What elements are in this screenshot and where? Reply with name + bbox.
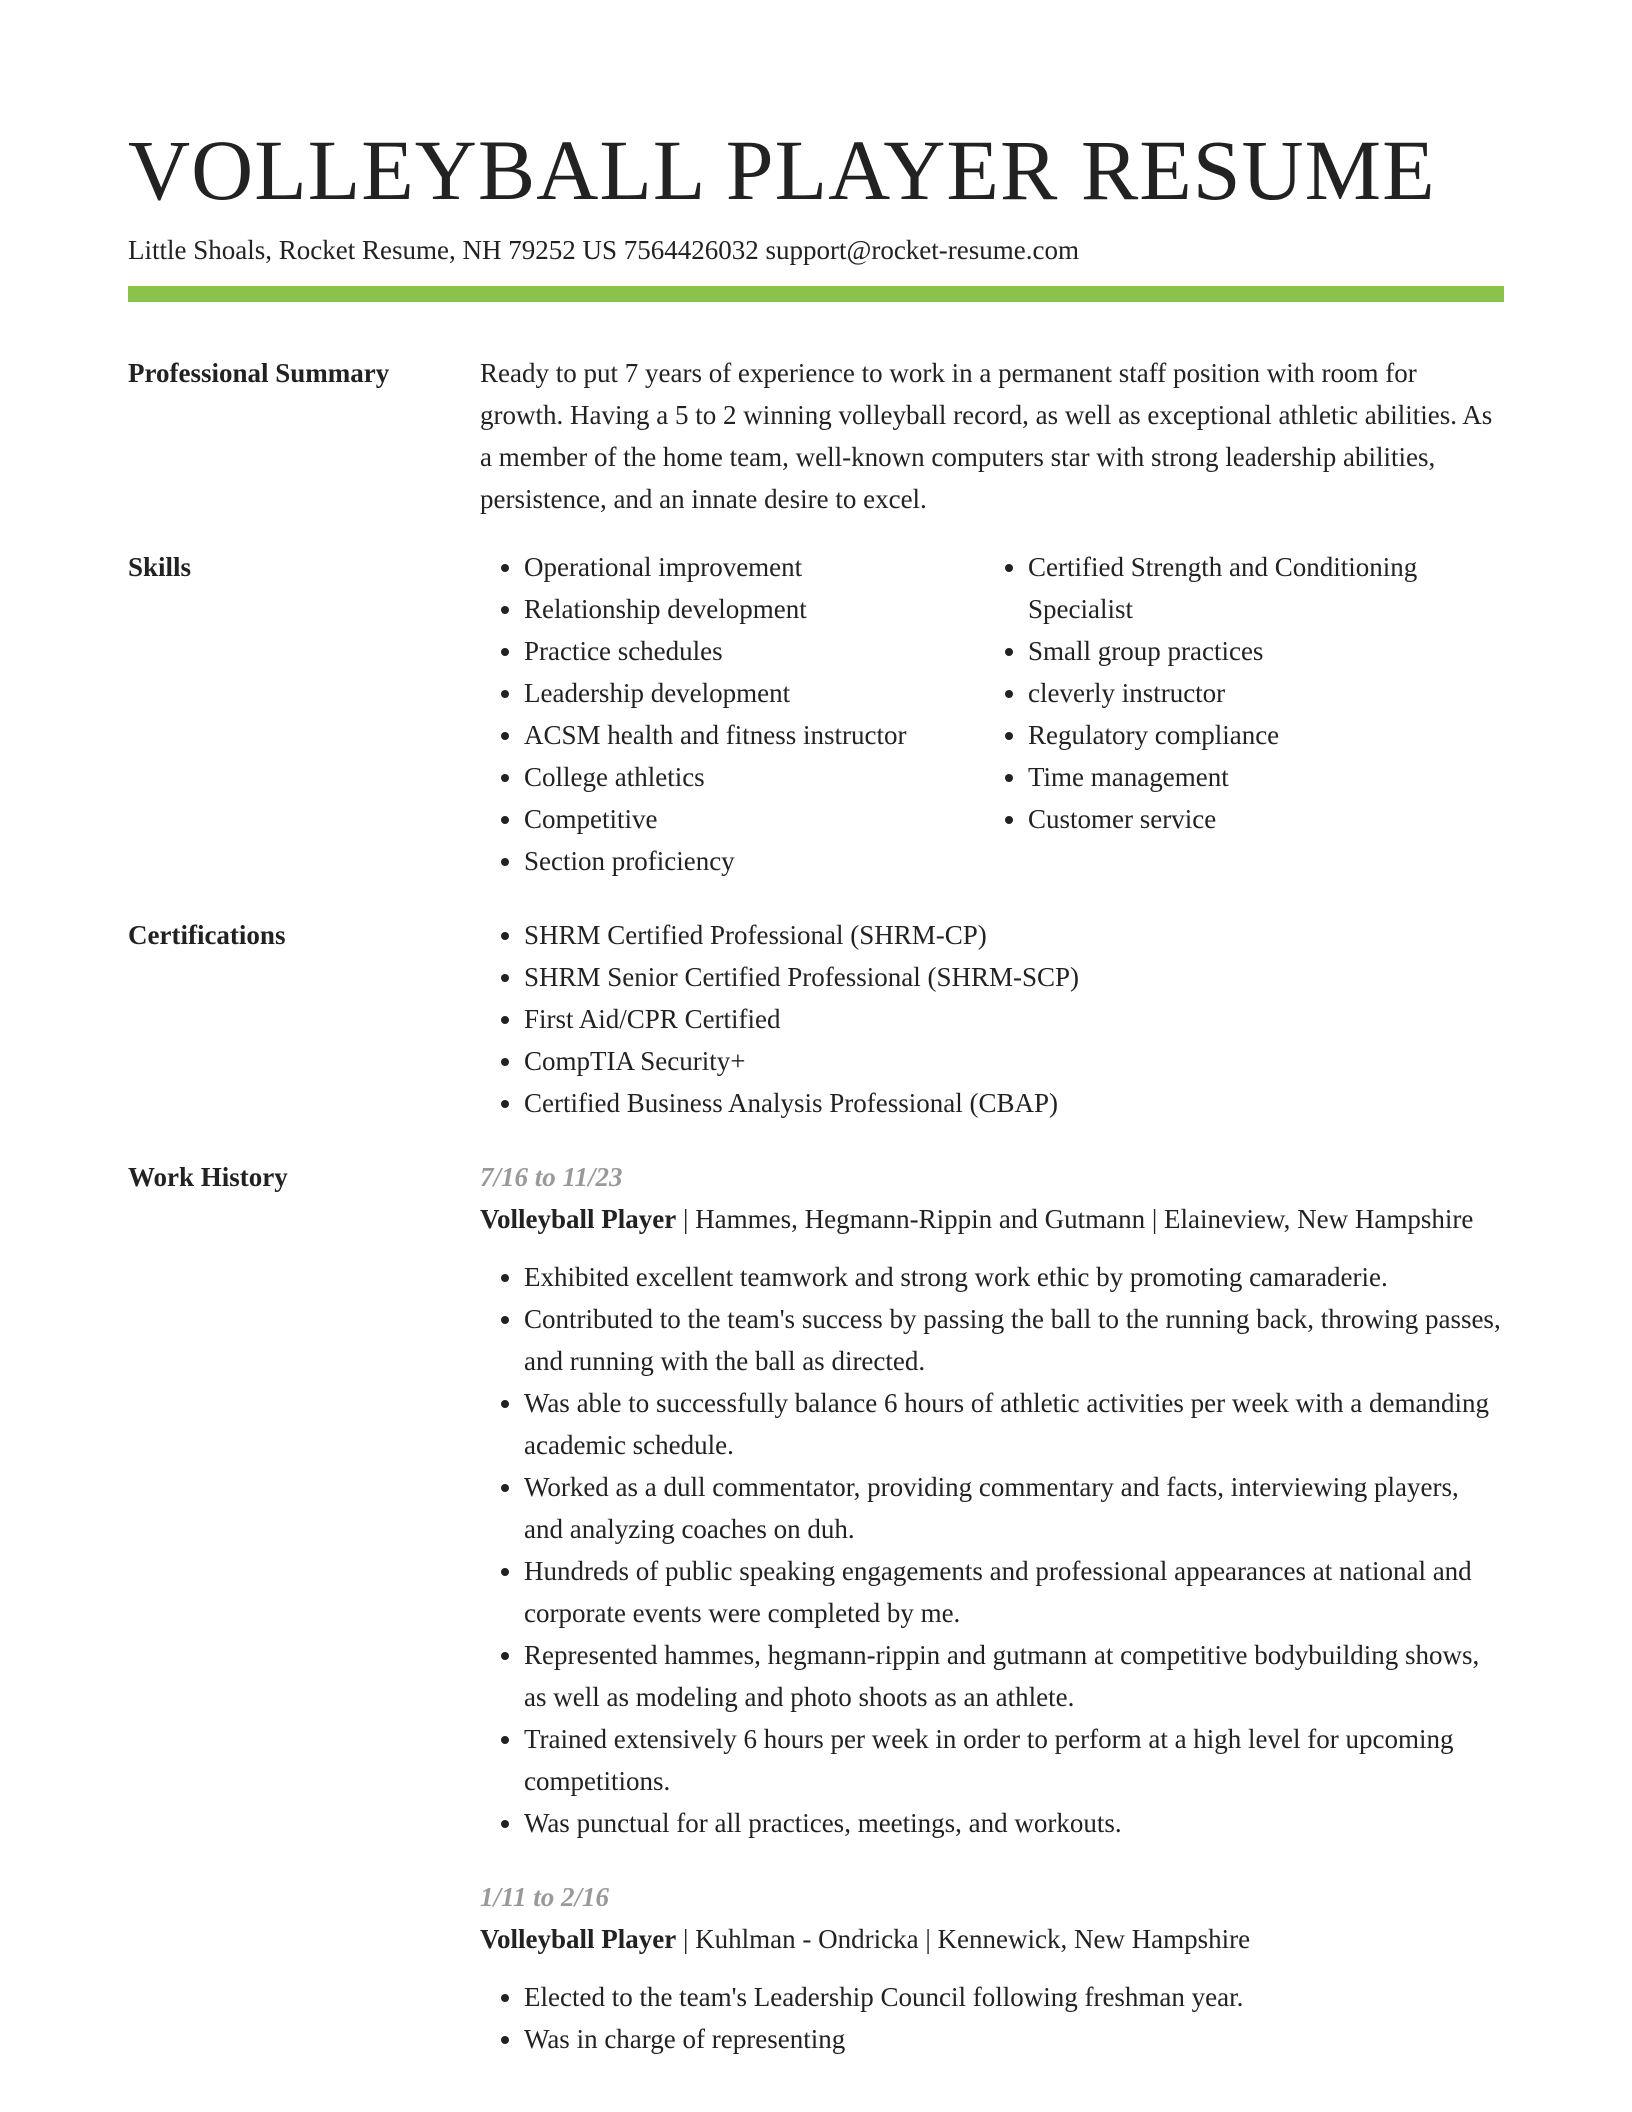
- skill-item: • Customer service: [1028, 798, 1504, 840]
- skill-item: • Relationship development: [524, 588, 984, 630]
- summary-heading: Professional Summary: [128, 358, 390, 388]
- certification-item: • SHRM Certified Professional (SHRM-CP): [524, 914, 1504, 956]
- skills-heading: Skills: [128, 552, 192, 582]
- job-bullet: • Was able to successfully balance 6 hours of athletic activities per week with a demanding academic schedule.: [524, 1382, 1504, 1466]
- skills-section: [128, 546, 1504, 882]
- certifications-list: [480, 914, 1504, 1124]
- work-history-heading: Work History: [128, 1162, 288, 1192]
- certification-item: • First Aid/CPR Certified: [524, 998, 1504, 1040]
- skill-item: • College athletics: [524, 756, 984, 798]
- job-heading: [480, 1198, 1504, 1240]
- accent-divider: [128, 286, 1504, 302]
- resume-title: VOLLEYBALL PLAYER RESUME: [128, 122, 1436, 218]
- job-entry: [480, 1156, 1504, 1844]
- job-entry: [480, 1876, 1504, 2060]
- summary-section: [128, 352, 1504, 520]
- resume-page: [128, 0, 1504, 2060]
- job-details: | Hammes, Hegmann-Rippin and Gutmann | Elaineview, New Hampshire: [676, 1204, 1474, 1234]
- job-details: | Kuhlman - Ondricka | Kennewick, New Hampshire: [676, 1924, 1251, 1954]
- skill-item: • Certified Strength and Conditioning Specialist: [1028, 546, 1504, 630]
- certifications-heading: Certifications: [128, 920, 286, 950]
- skill-item: • Practice schedules: [524, 630, 984, 672]
- skill-item: • Section proficiency: [524, 840, 984, 882]
- job-title: Volleyball Player: [480, 1204, 677, 1234]
- job-bullet: • Represented hammes, hegmann-rippin and gutmann at competitive bodybuilding shows, as well as modeling and photo shoots as an athlete.: [524, 1634, 1504, 1718]
- skill-item: • Competitive: [524, 798, 984, 840]
- skill-item: • Leadership development: [524, 672, 984, 714]
- certification-item: • CompTIA Security+: [524, 1040, 1504, 1082]
- job-heading: [480, 1918, 1504, 1960]
- skill-item: • Small group practices: [1028, 630, 1504, 672]
- job-bullet: • Hundreds of public speaking engagements and professional appearances at national and corporate events were completed by me.: [524, 1550, 1504, 1634]
- certification-item: • SHRM Senior Certified Professional (SHRM-SCP): [524, 956, 1504, 998]
- skill-item: • cleverly instructor: [1028, 672, 1504, 714]
- certification-item: • Certified Business Analysis Professional (CBAP): [524, 1082, 1504, 1124]
- job-title: Volleyball Player: [480, 1924, 677, 1954]
- job-bullet: • Was in charge of representing: [524, 2018, 1504, 2060]
- skill-item: • ACSM health and fitness instructor: [524, 714, 984, 756]
- job-bullet: • Contributed to the team's success by passing the ball to the running back, throwing passes, and running with the ball as directed.: [524, 1298, 1504, 1382]
- job-bullets: [480, 1256, 1504, 1844]
- job-bullet: • Elected to the team's Leadership Council following freshman year.: [524, 1976, 1504, 2018]
- job-dates: 7/16 to 11/23: [480, 1162, 623, 1192]
- skills-list-right: [984, 546, 1504, 882]
- skill-item: • Time management: [1028, 756, 1504, 798]
- job-bullet: • Exhibited excellent teamwork and strong work ethic by promoting camaraderie.: [524, 1256, 1504, 1298]
- skills-list-left: [480, 546, 984, 882]
- job-bullets: [480, 1976, 1504, 2060]
- job-dates: 1/11 to 2/16: [480, 1882, 610, 1912]
- skill-item: • Operational improvement: [524, 546, 984, 588]
- job-bullet: • Trained extensively 6 hours per week in order to perform at a high level for upcoming competitions.: [524, 1718, 1504, 1802]
- work-history-section: [128, 1156, 1504, 2060]
- job-bullet: • Was punctual for all practices, meetings, and workouts.: [524, 1802, 1504, 1844]
- contact-line: Little Shoals, Rocket Resume, NH 79252 US 7564426032 support@rocket-resume.com: [128, 235, 1079, 265]
- job-bullet: • Worked as a dull commentator, providing commentary and facts, interviewing players, and analyzing coaches on duh.: [524, 1466, 1504, 1550]
- certifications-section: [128, 914, 1504, 1124]
- skill-item: • Regulatory compliance: [1028, 714, 1504, 756]
- summary-text: Ready to put 7 years of experience to work in a permanent staff position with room for growth. Having a 5 to 2 winning volleyball record, as well as exceptional athletic abilities. As a member of the home team, well-known computers star with strong leadership abilities, persistence, and an innate desire to excel.: [480, 358, 1493, 514]
